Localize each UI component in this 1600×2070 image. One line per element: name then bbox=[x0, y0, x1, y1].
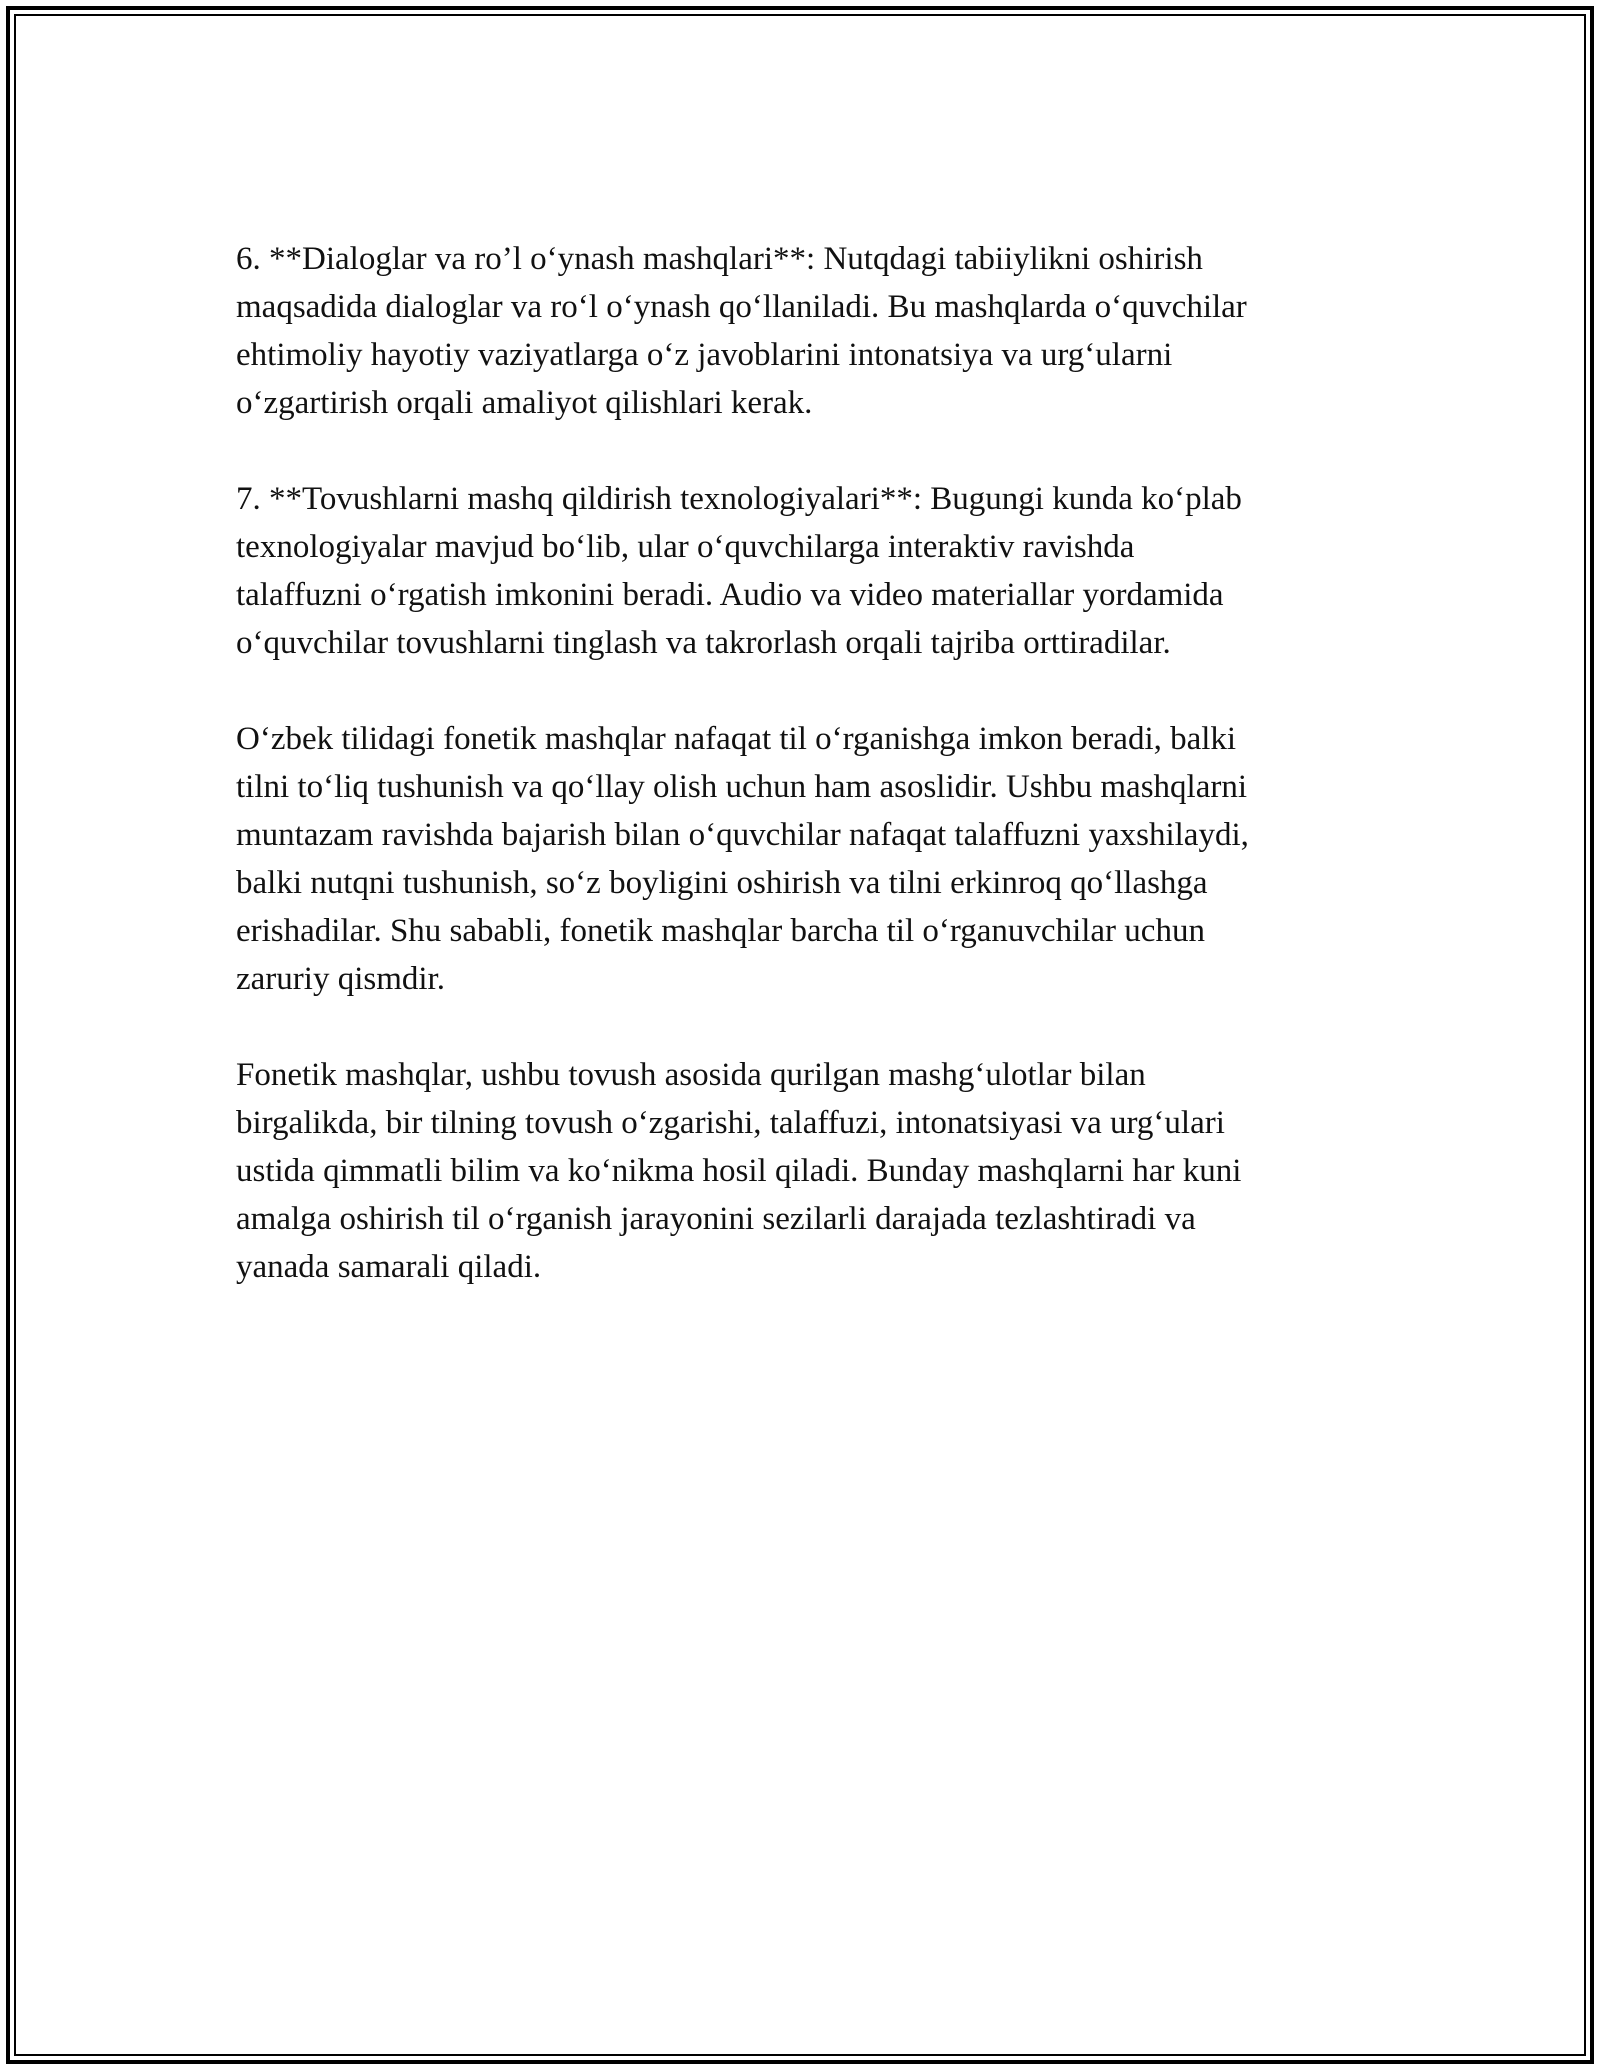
paragraph-conclusion: Fonetik mashqlar, ushbu tovush asosida qurilgan mashg‘ulotlar bilan birgalikda, bir tilning tovush o‘zgarishi, talaffuzi, intonatsiyasi va urg‘ulari ustida qimmatli bilim va ko‘nikma hosil qiladi. Bunday mashqlarni har kuni amalga oshirish til o‘rganish jarayonini sezilarli darajada tezlashtiradi va yanada samarali qiladi. bbox=[236, 1057, 1242, 1285]
paragraph-phonetic-exercises: O‘zbek tilidagi fonetik mashqlar nafaqat til o‘rganishga imkon beradi, balki tilni to‘liq tushunish va qo‘llay olish uchun ham asoslidir. Ushbu mashqlarni muntazam ravishda bajarish bilan o‘quvchilar nafaqat talaffuzni yaxshilaydi, balki nutqni tushunish, so‘z boyligini oshirish va tilni erkinroq qo‘llashga erishadilar. Shu sababli, fonetik mashqlar barcha til o‘rganuvchilar uchun zaruriy qismdir. bbox=[236, 721, 1249, 997]
paragraph-technologies: 7. **Tovushlarni mashq qildirish texnologiyalari**: Bugungi kunda ko‘plab texnologiyalar mavjud bo‘lib, ular o‘quvchilarga interaktiv ravishda talaffuzni o‘rgatish imkonini beradi. Audio va video materiallar yordamida o‘quvchilar tovushlarni tinglash va takrorlash orqali tajriba orttiradilar. bbox=[236, 481, 1242, 661]
paragraph-dialogues: 6. **Dialoglar va ro’l o‘ynash mashqlari**: Nutqdagi tabiiylikni oshirish maqsadida dialoglar va ro‘l o‘ynash qo‘llaniladi. Bu mashqlarda o‘quvchilar ehtimoliy hayotiy vaziyatlarga o‘z javoblarini intonatsiya va urg‘ularni o‘zgartirish orqali amaliyot qilishlari kerak. bbox=[236, 241, 1247, 421]
document-body bbox=[236, 235, 1386, 1339]
